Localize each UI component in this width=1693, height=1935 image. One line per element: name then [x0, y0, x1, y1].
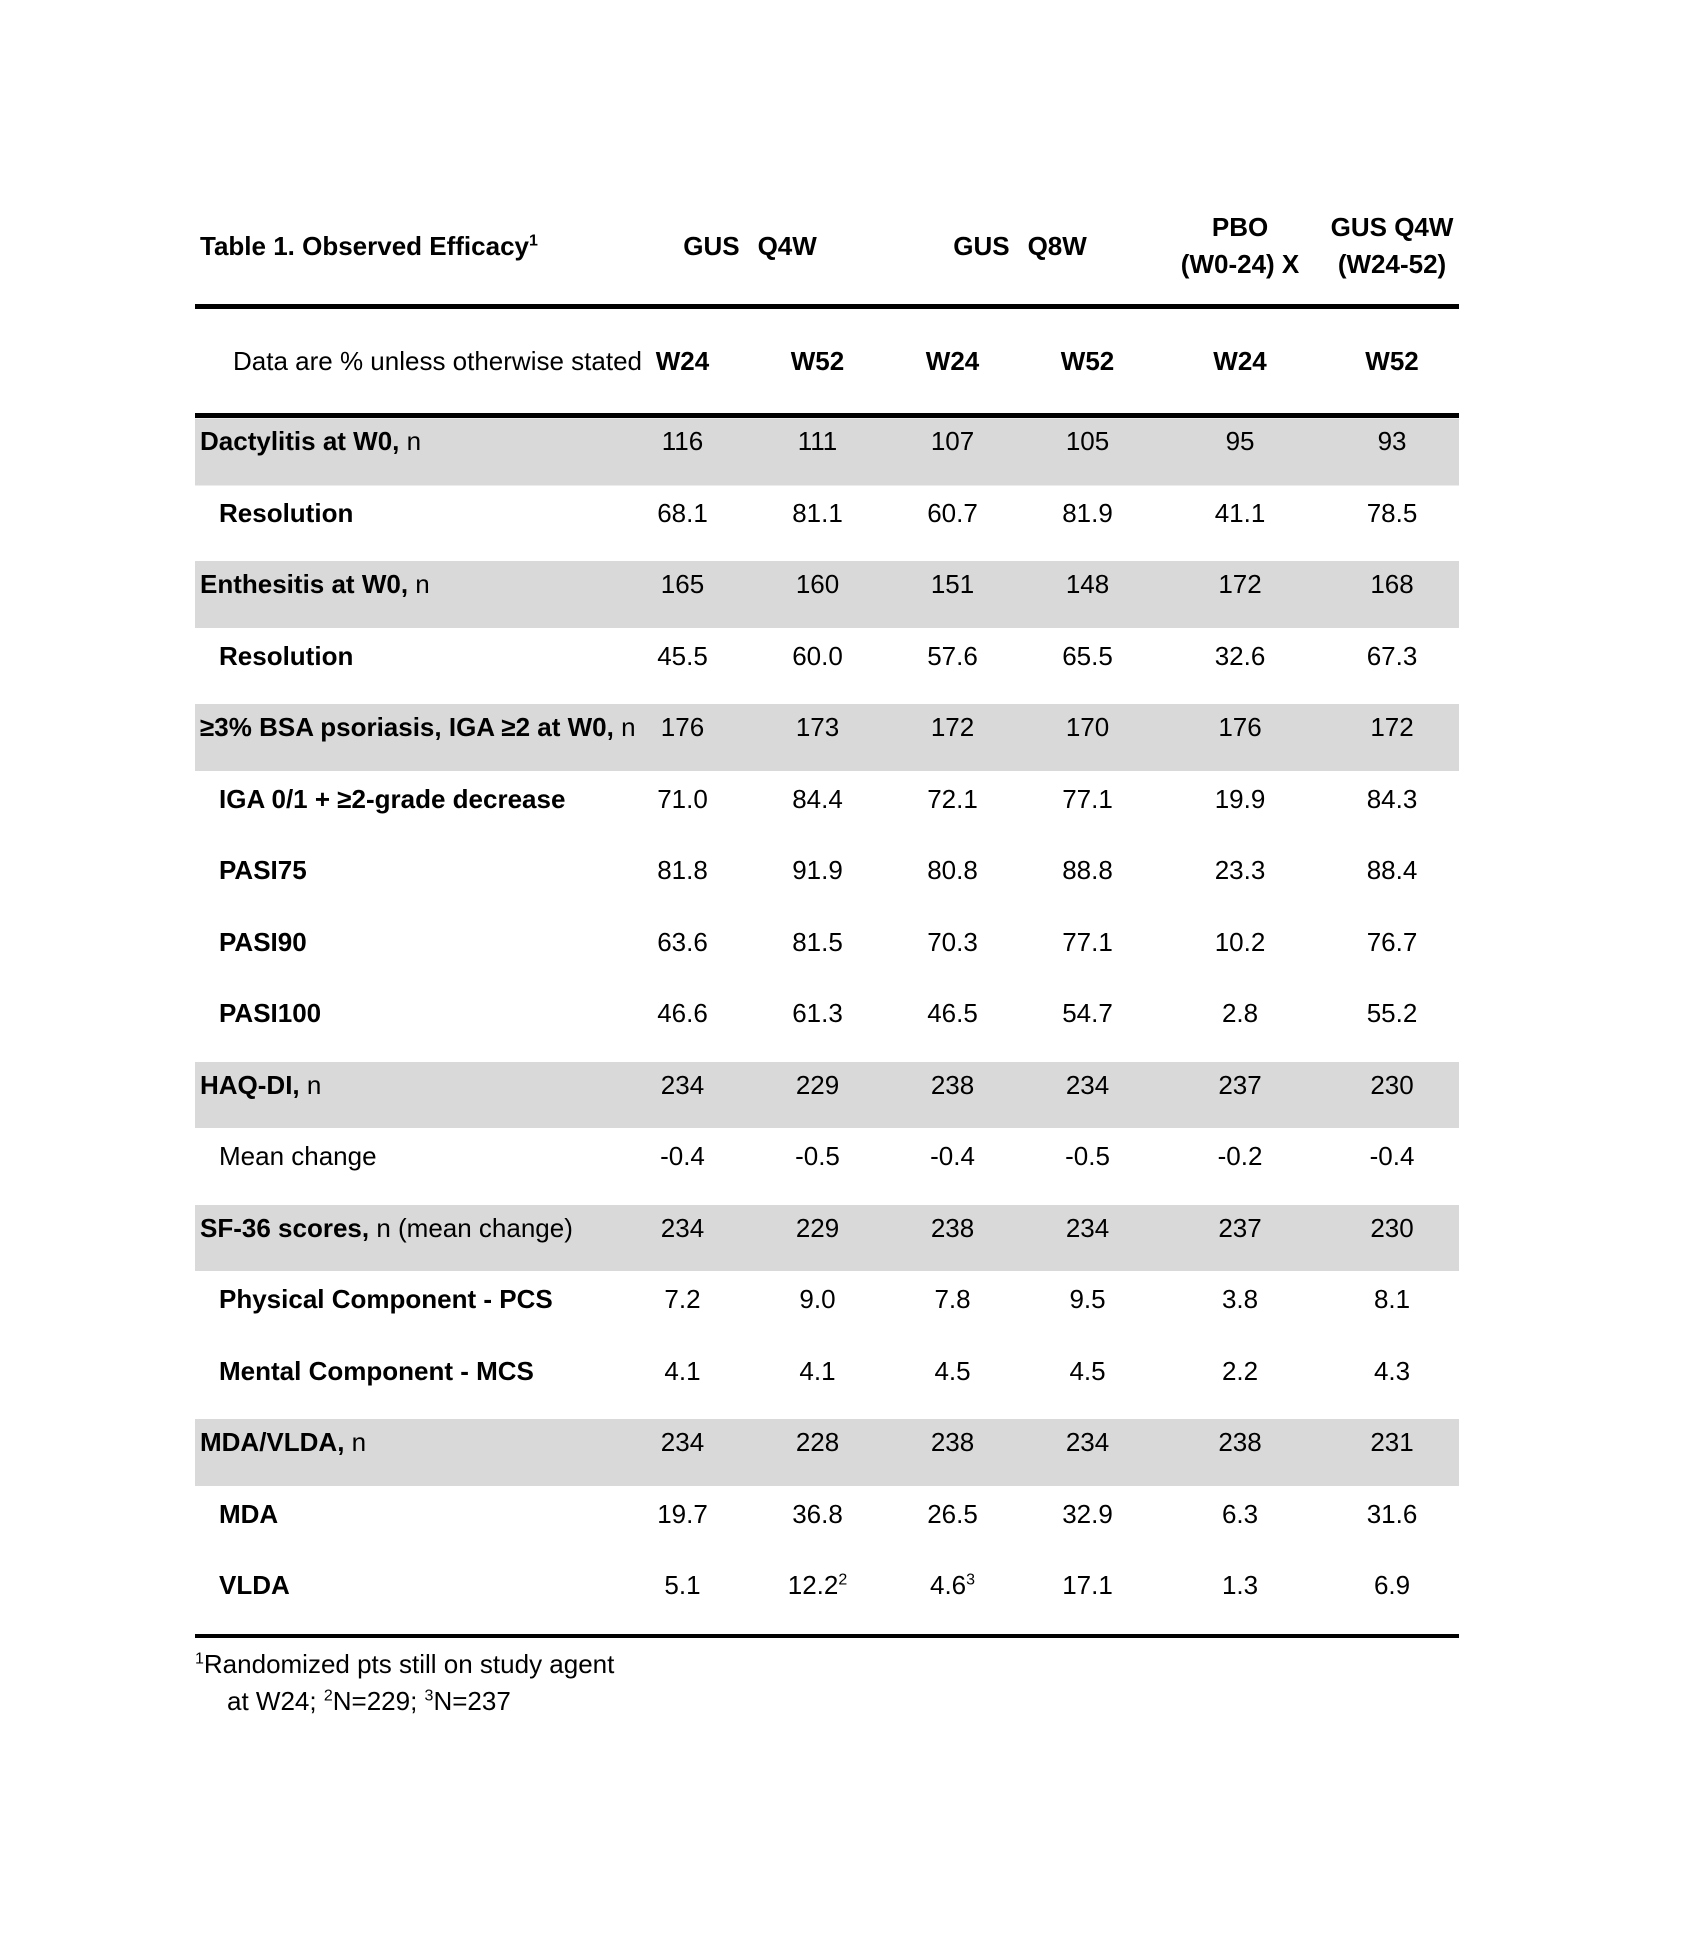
value-cell: 61.3: [792, 998, 843, 1028]
value-cell: 71.0: [657, 783, 708, 814]
table-row: [195, 1562, 1459, 1636]
value-cell: 6.9: [1325, 1562, 1459, 1636]
value-cell: 176: [1155, 704, 1325, 776]
footnote-superscript: 2: [323, 1686, 333, 1704]
week-header: W24: [885, 307, 1020, 416]
row-label: [195, 1348, 615, 1420]
value-cell: 168: [1325, 561, 1459, 633]
value-cell: 229: [750, 1205, 885, 1277]
value-cell: 230: [1325, 1062, 1459, 1134]
title-row: [195, 188, 1459, 307]
week-header: W52: [1325, 307, 1459, 416]
column-group-gus-q4w-crossover-line1: GUS Q4W: [1330, 212, 1454, 242]
value-cell: 176: [615, 704, 750, 776]
value-cell: 19.7: [657, 1498, 708, 1529]
table-row: [195, 1491, 1459, 1563]
subheader-row: [195, 307, 1459, 416]
row-label: [195, 416, 615, 490]
value-cell: 36.8: [792, 1498, 843, 1529]
week-header: W52: [1020, 307, 1155, 416]
row-label-bold: Enthesitis at W0,: [200, 569, 409, 599]
row-label: [195, 776, 615, 848]
row-label-bold: VLDA: [219, 1570, 290, 1600]
value-cell: 234: [1020, 1419, 1155, 1491]
value-cell: 107: [885, 416, 1020, 490]
footnote-superscript: 3: [424, 1686, 434, 1704]
value-cell: 9.5: [1069, 1284, 1106, 1314]
value-cell: 80.8: [927, 855, 978, 885]
value-cell: 65.5: [1062, 640, 1113, 671]
value-cell: 234: [615, 1205, 750, 1277]
row-label: [195, 633, 615, 705]
column-group-gus-q4w-crossover: [1325, 188, 1459, 307]
value-cell: 78.5: [1366, 497, 1418, 528]
value-cell: -0.2: [1217, 1141, 1263, 1171]
row-label: [195, 1491, 615, 1563]
value-cell: 151: [885, 561, 1020, 633]
value-cell: 10.2: [1214, 926, 1266, 957]
value-cell: 3.8: [1221, 1284, 1259, 1314]
table-row: [195, 776, 1459, 848]
value-cell: 31.6: [1366, 1498, 1418, 1529]
value-cell: 4.1: [799, 1355, 836, 1386]
value-cell: 165: [615, 561, 750, 633]
table-row: [195, 1133, 1459, 1205]
footnote: [195, 1646, 1459, 1720]
row-label-regular: n: [408, 569, 430, 599]
value-cell: 2.2: [1221, 1355, 1259, 1386]
value-cell: 9.0: [799, 1284, 836, 1314]
value-cell: 88.4: [1366, 855, 1418, 885]
value-cell: 7.8: [934, 1284, 971, 1314]
value-cell: 4.1: [664, 1355, 701, 1386]
value-cell: 81.1: [792, 497, 843, 528]
value-cell: $4.6^3$: [885, 1562, 1020, 1636]
value-cell: 88.8: [1062, 855, 1113, 885]
value-cell: 5.1: [615, 1562, 750, 1636]
row-label: [195, 919, 615, 991]
value-cell: 84.3: [1366, 783, 1418, 814]
value-cell: 2.8: [1221, 998, 1259, 1028]
value-cell: 77.1: [1062, 783, 1113, 814]
value-cell: 8.1: [1373, 1284, 1411, 1314]
value-cell: 172: [1155, 561, 1325, 633]
row-label: [195, 1062, 615, 1134]
value-cell: 23.3: [1214, 855, 1266, 885]
value-cell: 91.9: [792, 855, 843, 885]
column-group-gus-q4w-crossover-line2: (W24-52): [1337, 249, 1447, 279]
row-label: [195, 490, 615, 562]
table-row: [195, 990, 1459, 1062]
value-cell: 230: [1325, 1205, 1459, 1277]
value-superscript: 3: [966, 1571, 976, 1589]
value-cell: 57.6: [927, 640, 978, 671]
row-label-bold: Resolution: [219, 640, 354, 671]
value-cell: 173: [750, 704, 885, 776]
value-cell: 238: [1155, 1419, 1325, 1491]
value-cell: 72.1: [927, 783, 978, 814]
value-cell: 234: [615, 1419, 750, 1491]
value-superscript: 2: [838, 1571, 848, 1589]
value-cell: 238: [885, 1205, 1020, 1277]
row-label-bold: Resolution: [219, 497, 354, 528]
week-header: W24: [615, 307, 750, 416]
value-cell: 231: [1325, 1419, 1459, 1491]
row-label-bold: PASI75: [219, 855, 307, 885]
table-row: [195, 847, 1459, 919]
week-header: W24: [1155, 307, 1325, 416]
value-cell: 12.2$^2$: [750, 1562, 885, 1636]
value-cell: 160: [750, 561, 885, 633]
value-cell: 93: [1325, 416, 1459, 490]
value-cell: 70.3: [927, 926, 978, 957]
row-label-regular: Mean change: [219, 1141, 377, 1171]
value-cell: 46.6: [657, 998, 708, 1028]
row-label: [195, 1276, 615, 1348]
row-label-bold: SF-36 scores,: [200, 1212, 370, 1243]
value-cell: -0.5: [1065, 1141, 1110, 1171]
row-label-bold: PASI90: [219, 926, 307, 957]
value-cell: 234: [1020, 1062, 1155, 1134]
footnote-line1-superscript: 1: [195, 1649, 204, 1667]
table-row: [195, 561, 1459, 633]
row-label-regular: n: [344, 1427, 367, 1457]
table-body: [195, 416, 1459, 1636]
value-cell: 26.5: [927, 1498, 978, 1529]
value-cell: -0.5: [795, 1141, 840, 1171]
value-cell: 41.1: [1214, 497, 1266, 528]
table-row: [195, 416, 1459, 490]
column-group-pbo-line2: (W0-24) X: [1180, 249, 1300, 279]
value-cell: 229: [750, 1062, 885, 1134]
column-group-gus-q4w-left: GUS: [683, 230, 740, 261]
table-row: [195, 919, 1459, 991]
table-row: [195, 704, 1459, 776]
row-label-regular: n: [613, 712, 636, 742]
value-cell: 237: [1155, 1205, 1325, 1277]
value-cell: 111: [750, 416, 885, 490]
column-group-pbo: [1155, 188, 1325, 307]
row-label-bold: Mental Component - MCS: [219, 1355, 534, 1386]
row-label: [195, 1205, 615, 1277]
row-label: [195, 1419, 615, 1491]
row-label-bold: MDA: [219, 1498, 279, 1529]
value-cell: 32.9: [1062, 1498, 1113, 1529]
value-cell: 234: [1020, 1205, 1155, 1277]
value-cell: 4.5: [1069, 1355, 1106, 1386]
week-header: W52: [750, 307, 885, 416]
value-cell: 148: [1020, 561, 1155, 633]
row-label-regular: n (mean change): [369, 1212, 573, 1243]
value-cell: 76.7: [1366, 926, 1418, 957]
value-cell: 19.9: [1214, 783, 1266, 814]
column-group-gus-q4w-right: Q4W: [757, 230, 817, 261]
value-cell: 1.3: [1155, 1562, 1325, 1636]
value-cell: 67.3: [1366, 640, 1418, 671]
value-cell: 237: [1155, 1062, 1325, 1134]
value-cell: 46.5: [927, 998, 978, 1028]
table-row: [195, 1205, 1459, 1277]
value-cell: 32.6: [1214, 640, 1266, 671]
value-cell: 60.7: [927, 497, 978, 528]
column-group-pbo-line1: PBO: [1211, 212, 1269, 242]
value-cell: 238: [885, 1062, 1020, 1134]
row-label-regular: n: [299, 1069, 322, 1100]
value-cell: 105: [1020, 416, 1155, 490]
value-cell: 95: [1155, 416, 1325, 490]
column-group-gus-q8w-right: Q8W: [1027, 230, 1087, 261]
row-label: [195, 1133, 615, 1205]
value-cell: -0.4: [660, 1141, 705, 1171]
table-row: [195, 1419, 1459, 1491]
column-group-gus-q8w: [885, 188, 1155, 307]
efficacy-table: [195, 188, 1459, 1638]
row-label-bold: HAQ-DI,: [200, 1069, 300, 1100]
table-title: [195, 188, 615, 307]
footnote-line2: at W24; $^2$N=229; $^3$N=237: [227, 1685, 511, 1716]
value-cell: 228: [750, 1419, 885, 1491]
column-group-gus-q8w-left: GUS: [953, 230, 1010, 261]
value-cell: 116: [615, 416, 750, 490]
row-label-bold: ≥3% BSA psoriasis, IGA ≥2 at W0,: [200, 712, 614, 742]
row-label: [195, 561, 615, 633]
value-cell: 238: [885, 1419, 1020, 1491]
table-header: [195, 188, 1459, 416]
value-cell: 172: [1325, 704, 1459, 776]
value-cell: 81.5: [792, 926, 843, 957]
value-cell: -0.4: [930, 1141, 975, 1171]
table-row: [195, 1276, 1459, 1348]
value-cell: 55.2: [1366, 998, 1418, 1028]
row-label: [195, 1562, 615, 1636]
table-title-superscript: 1: [529, 231, 538, 249]
value-cell: 77.1: [1062, 926, 1113, 957]
row-label-regular: n: [399, 426, 422, 456]
value-cell: 4.5: [934, 1355, 971, 1386]
table-row: [195, 1062, 1459, 1134]
table-row: [195, 490, 1459, 562]
row-label-bold: PASI100: [219, 998, 322, 1028]
value-cell: -0.4: [1369, 1141, 1415, 1171]
value-cell: 234: [615, 1062, 750, 1134]
column-group-gus-q4w: [615, 188, 885, 307]
value-cell: 6.3: [1221, 1498, 1259, 1529]
value-cell: 60.0: [792, 640, 843, 671]
footnote-line1: [195, 1646, 1459, 1683]
table-title-text: Table 1. Observed Efficacy: [200, 230, 529, 261]
table-row: [195, 1348, 1459, 1420]
row-label-bold: Physical Component - PCS: [219, 1284, 553, 1314]
footnote-line1-text: Randomized pts still on study agent: [203, 1648, 615, 1679]
table-row: [195, 633, 1459, 705]
row-label-bold: Dactylitis at W0,: [200, 426, 400, 456]
value-cell: 54.7: [1062, 998, 1113, 1028]
value-cell: 170: [1020, 704, 1155, 776]
value-cell: 84.4: [792, 783, 843, 814]
value-cell: 4.3: [1373, 1355, 1411, 1386]
row-label: [195, 847, 615, 919]
row-label-bold: IGA 0/1 + ≥2-grade decrease: [219, 783, 566, 814]
value-cell: 68.1: [657, 497, 708, 528]
subheader-label: Data are % unless otherwise stated: [195, 307, 615, 416]
row-label: [195, 990, 615, 1062]
row-label-bold: MDA/VLDA,: [200, 1427, 345, 1457]
row-label: [195, 704, 636, 776]
value-cell: 7.2: [664, 1284, 701, 1314]
value-cell: 17.1: [1020, 1562, 1155, 1636]
value-cell: 81.8: [657, 855, 708, 885]
value-cell: 45.5: [657, 640, 708, 671]
value-cell: 172: [885, 704, 1020, 776]
value-cell: 81.9: [1062, 497, 1113, 528]
value-cell: 63.6: [657, 926, 708, 957]
